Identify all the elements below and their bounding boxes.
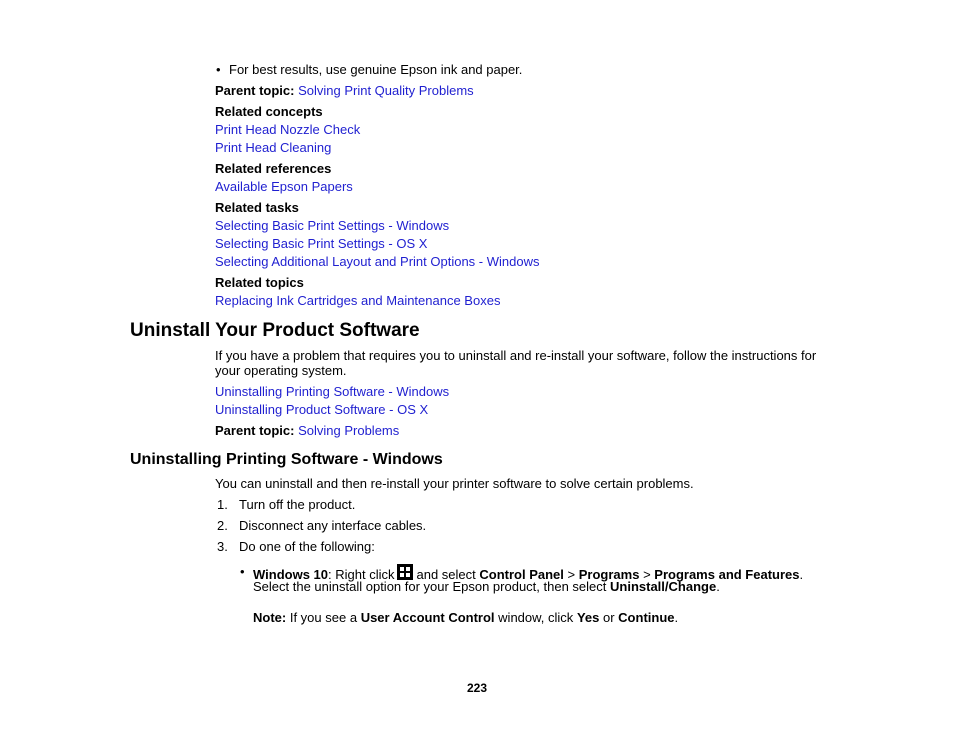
link-additional-layout-options-windows[interactable]: Selecting Additional Layout and Print Options - Windows (215, 254, 540, 269)
related-topics-heading: Related topics (215, 275, 304, 290)
note (253, 610, 678, 626)
related-tasks-heading: Related tasks (215, 200, 299, 215)
period: . (716, 579, 720, 594)
link-uninstall-printing-software-windows[interactable]: Uninstalling Printing Software - Windows (215, 384, 450, 399)
separator: > (643, 567, 651, 582)
windows10-label: Windows 10 (253, 567, 329, 582)
step-number: 1. (217, 497, 228, 512)
separator: > (567, 567, 576, 582)
link-basic-print-settings-osx[interactable]: Selecting Basic Print Settings - OS X (215, 236, 428, 251)
continue-label: Continue (618, 610, 675, 625)
link-print-head-nozzle-check[interactable]: Print Head Nozzle Check (215, 122, 361, 137)
section-title-uninstall-windows: Uninstalling Printing Software - Windows (130, 451, 443, 468)
section1-parent-topic (215, 423, 399, 439)
period: . (674, 610, 679, 625)
programs-features-label: Programs and Features (654, 567, 800, 582)
step-number: 2. (217, 518, 228, 533)
page-number: 223 (466, 681, 488, 695)
section2-intro: You can uninstall and then re-install your printer software to solve certain problems. (215, 476, 694, 491)
windows-start-icon (397, 564, 413, 580)
instruction-text: : Right click (328, 567, 395, 582)
sub-bullet: • (240, 564, 245, 579)
windows10-instruction-line2 (253, 579, 720, 595)
yes-label: Yes (576, 610, 600, 625)
bullet: • (216, 62, 221, 77)
parent-topic-label: Parent topic: (215, 83, 295, 98)
note-text: window, click (498, 610, 574, 625)
uac-label: User Account Control (360, 610, 495, 625)
section1-intro-line2: your operating system. (215, 363, 347, 378)
note-text: or (602, 610, 615, 625)
parent-topic (215, 83, 474, 99)
parent-topic-label: Parent topic: (215, 423, 295, 438)
related-references-heading: Related references (215, 161, 332, 176)
note-text: If you see a (289, 610, 358, 625)
step-text: Turn off the product. (239, 497, 356, 512)
control-panel-label: Control Panel (479, 567, 564, 582)
link-replacing-ink-cartridges[interactable]: Replacing Ink Cartridges and Maintenance Boxes (215, 293, 501, 308)
parent-topic-link[interactable]: Solving Print Quality Problems (298, 83, 474, 98)
step-number: 3. (217, 539, 228, 554)
link-uninstall-product-software-osx[interactable]: Uninstalling Product Software - OS X (215, 402, 429, 417)
period: . (799, 567, 804, 582)
link-basic-print-settings-windows[interactable]: Selecting Basic Print Settings - Windows (215, 218, 450, 233)
section-title-uninstall: Uninstall Your Product Software (130, 320, 420, 341)
step-text: Disconnect any interface cables. (239, 518, 427, 533)
uninstall-change-label: Uninstall/Change (610, 579, 717, 594)
link-available-epson-papers[interactable]: Available Epson Papers (215, 179, 353, 194)
instruction-text: and select (416, 567, 476, 582)
note-label: Note: (253, 610, 287, 625)
parent-topic-link[interactable]: Solving Problems (298, 423, 400, 438)
step-text: Do one of the following: (239, 539, 375, 554)
programs-label: Programs (578, 567, 640, 582)
bullet-text: For best results, use genuine Epson ink and paper. (229, 62, 523, 77)
section1-intro-line1: If you have a problem that requires you to uninstall and re-install your software, follow the instructions for (215, 348, 817, 363)
instruction-text: Select the uninstall option for your Epson product, then select (253, 579, 607, 594)
related-concepts-heading: Related concepts (215, 104, 323, 119)
link-print-head-cleaning[interactable]: Print Head Cleaning (215, 140, 332, 155)
